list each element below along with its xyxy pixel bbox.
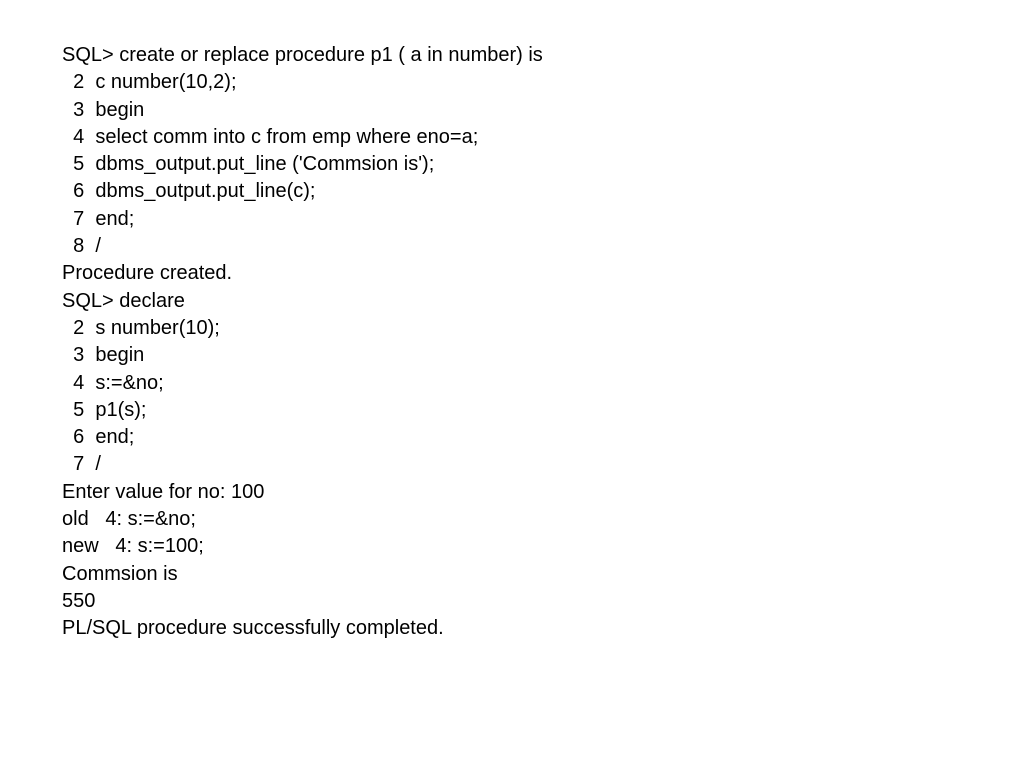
code-line-7: 7 end;: [62, 207, 135, 230]
declare-block-command: SQL> declare: [62, 289, 185, 312]
block-line-5: 5 p1(s);: [62, 398, 147, 421]
block-line-6: 6 end;: [62, 426, 135, 449]
block-line-3: 3 begin: [62, 344, 145, 367]
sqlplus-transcript: [62, 42, 962, 643]
output-value: 550: [62, 589, 96, 612]
procedure-created-message: Procedure created.: [62, 262, 233, 285]
create-procedure-command: SQL> create or replace procedure p1 ( a in number) is: [62, 44, 543, 66]
substitution-old-line: old 4: s:=&no;: [62, 508, 196, 531]
code-line-6: 6 dbms_output.put_line(c);: [62, 180, 316, 203]
code-line-3: 3 begin: [62, 98, 145, 121]
code-line-4: 4 select comm into c from emp where eno=a;: [62, 125, 479, 148]
block-line-4: 4 s:=&no;: [62, 371, 164, 394]
completion-message: PL/SQL procedure successfully completed.: [62, 617, 444, 640]
output-label: Commsion is: [62, 562, 178, 585]
substitution-new-line: new 4: s:=100;: [62, 535, 204, 558]
code-line-5: 5 dbms_output.put_line ('Commsion is');: [62, 153, 435, 176]
code-line-8: 8 /: [62, 235, 101, 258]
substitution-prompt: Enter value for no: 100: [62, 480, 265, 503]
block-line-7: 7 /: [62, 453, 101, 476]
block-line-2: 2 s number(10);: [62, 316, 220, 339]
code-line-2: 2 c number(10,2);: [62, 71, 237, 94]
